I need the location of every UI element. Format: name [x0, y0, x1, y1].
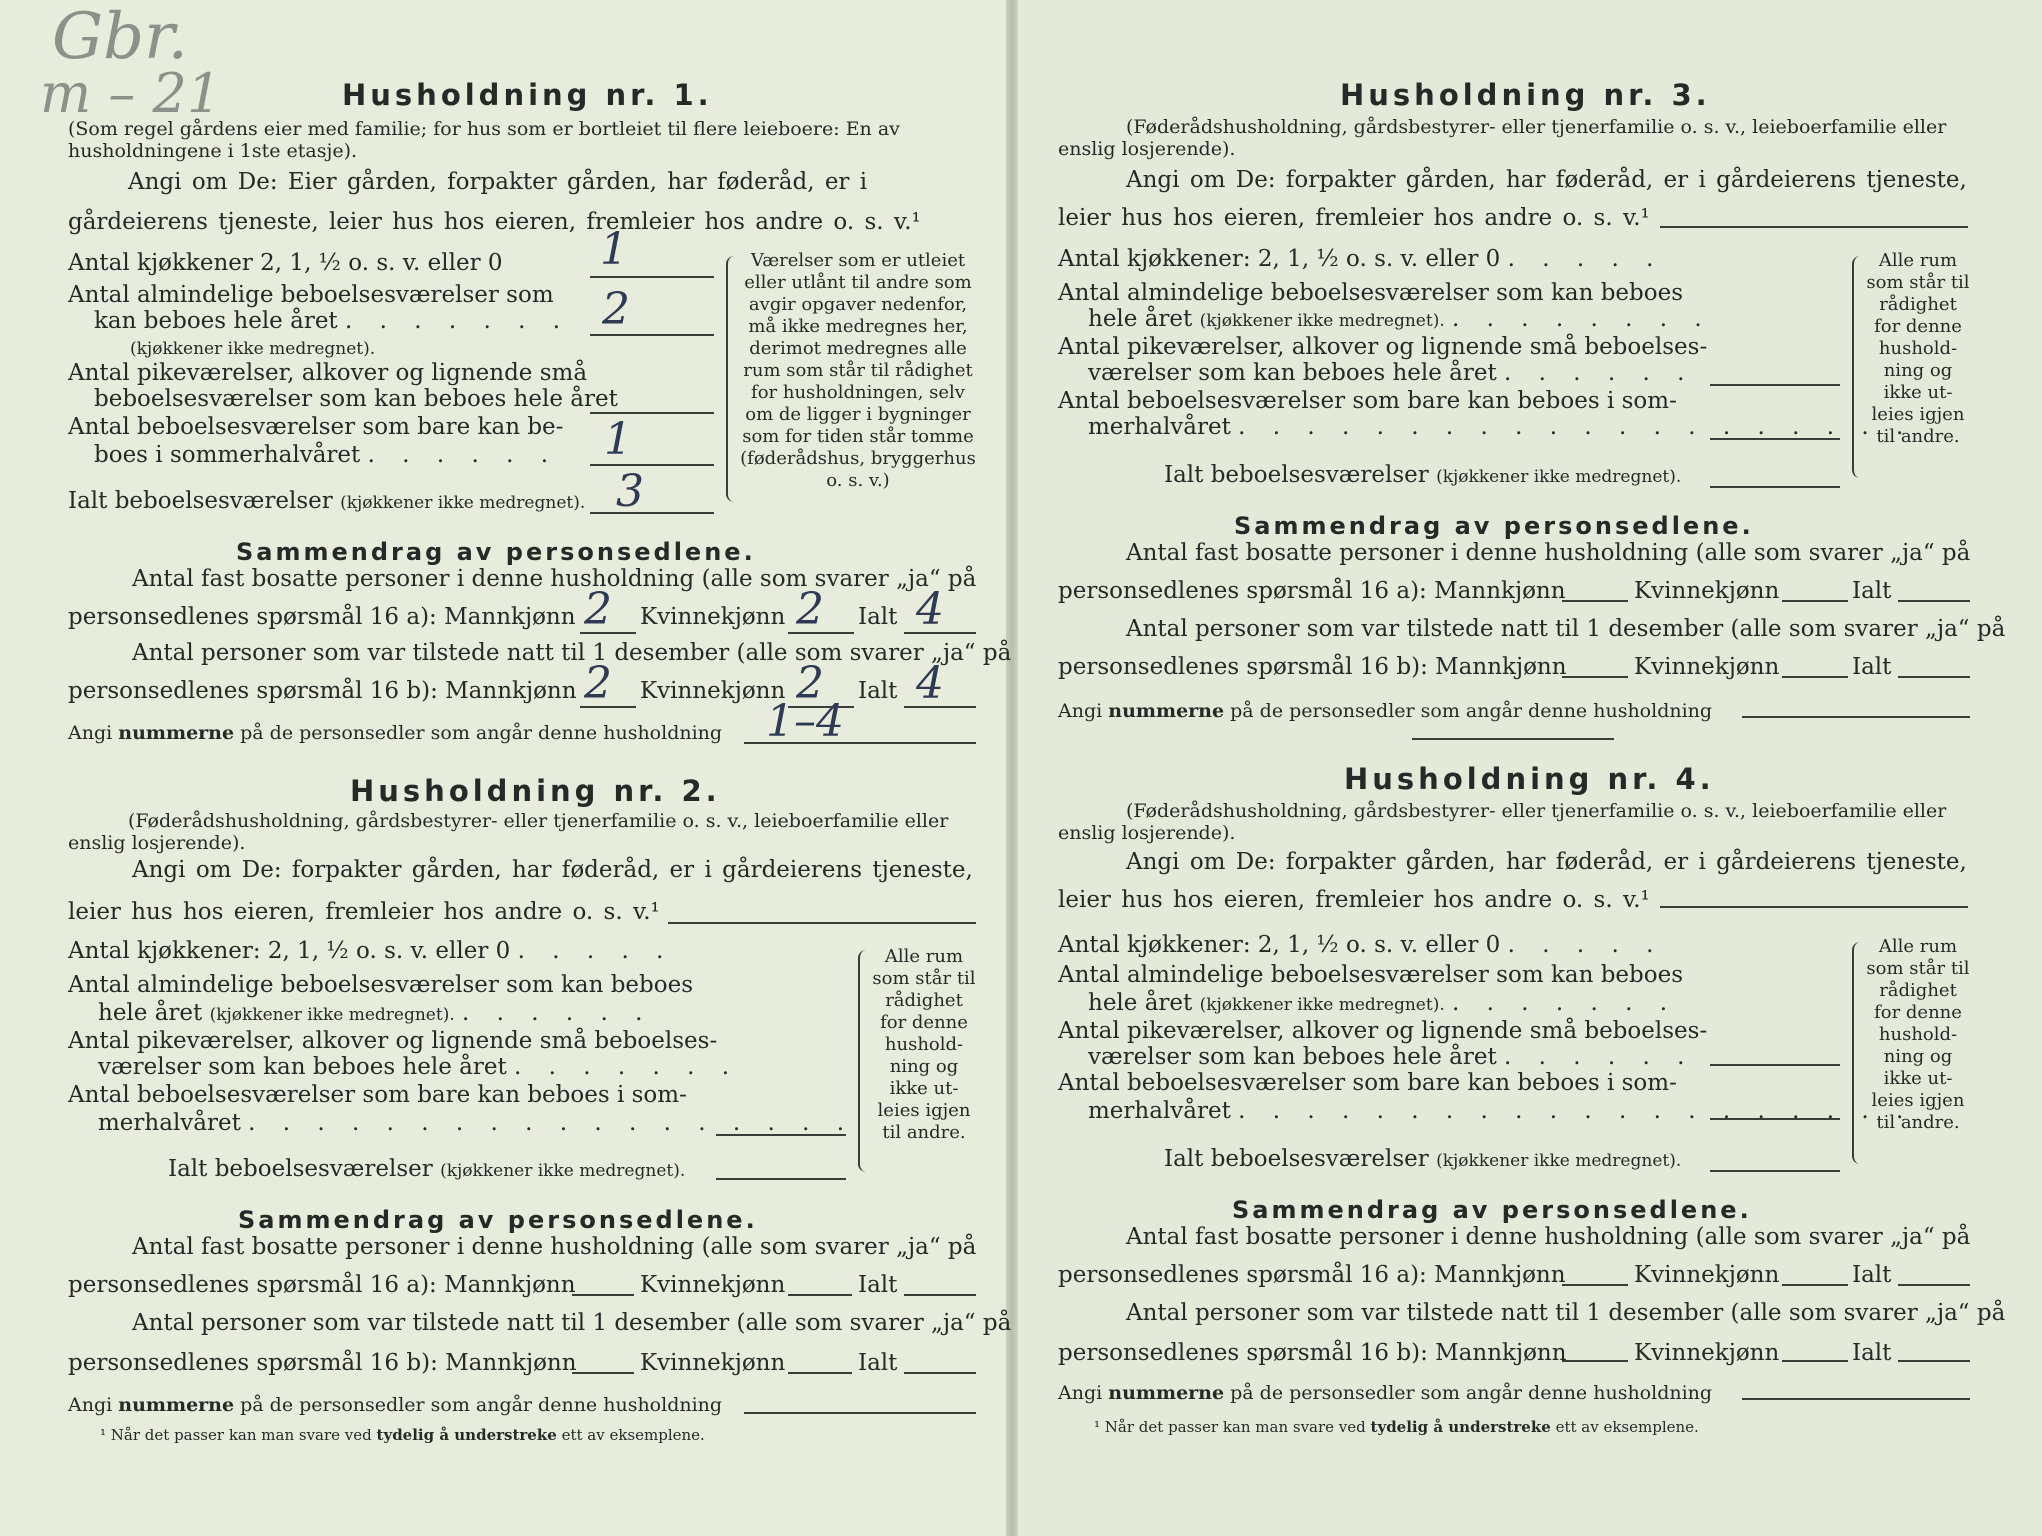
h4-fill-numbers	[1742, 1398, 1970, 1400]
h2-fill-k2	[788, 1372, 852, 1374]
h1-row-small-a: Antal pikeværelser, alkover og lignende små	[68, 360, 588, 386]
h1-value-i1: 4	[916, 584, 944, 635]
h2-summary-line2b: personsedlenes spørsmål 16 b): Mannkjønn	[68, 1350, 577, 1376]
h3-fill-angi	[1660, 226, 1968, 228]
h4-fill-total	[1710, 1170, 1840, 1172]
h1-ialt1-label: Ialt	[858, 604, 898, 630]
h3-summary-line2: Antal personer som var tilstede natt til 1 desember (alle som svarer „ja“ på	[1126, 616, 2006, 642]
h4-row-rooms-a: Antal almindelige beboelsesværelser som kan beboes	[1058, 962, 1684, 988]
h1-row-rooms-c: (kjøkkener ikke medregnet).	[130, 339, 376, 359]
h3-row-rooms-a: Antal almindelige beboelsesværelser som kan beboes	[1058, 280, 1684, 306]
h1-summary-line2b: personsedlenes spørsmål 16 b): Mannkjønn	[68, 678, 577, 704]
h1-row-kitchens: Antal kjøkkener 2, 1, ½ o. s. v. eller 0	[68, 250, 503, 276]
h1-fill-total	[590, 512, 714, 514]
h2-row-rooms-a: Antal almindelige beboelsesværelser som kan beboes	[68, 972, 694, 998]
h3-fill-summer	[1710, 438, 1840, 440]
page-fold	[1006, 0, 1018, 1536]
h4-row-rooms-b: hele året (kjøkkener ikke medregnet). . . . . . . .	[1088, 990, 1678, 1016]
h2-fill-k1	[788, 1294, 852, 1296]
h4-ialt1-label: Ialt	[1852, 1262, 1892, 1288]
h2-angi-2: leier hus hos eieren, fremleier hos andre o. s. v.¹	[68, 899, 660, 925]
h1-ialt2-label: Ialt	[858, 678, 898, 704]
h4-kvinne1-label: Kvinnekjønn	[1634, 1262, 1780, 1288]
h4-fill-m1	[1562, 1284, 1628, 1286]
h4-title: Husholdning nr. 4.	[1344, 762, 1715, 796]
h3-summary-line2b: personsedlenes spørsmål 16 b): Mannkjønn	[1058, 654, 1567, 680]
h2-ialt2-label: Ialt	[858, 1350, 898, 1376]
h2-row-summer-b: merhalvåret . . . . . . . . . . . . . . . . . .	[98, 1110, 855, 1136]
h4-row-summer-a: Antal beboelsesværelser som bare kan beboes i som-	[1058, 1070, 1677, 1096]
h3-row-small-a: Antal pikeværelser, alkover og lignende små beboelses-	[1058, 334, 1708, 360]
h4-kvinne2-label: Kvinnekjønn	[1634, 1340, 1780, 1366]
h4-angi-1: Angi om De: forpakter gården, har føderåd, er i gårdeierens tjeneste,	[1126, 849, 1967, 875]
h3-side-note: Alle rum som står til rådighet for denne hushold-ning og ikke ut-leies igjen til andre.	[1866, 250, 1970, 447]
h4-row-total: Ialt beboelsesværelser (kjøkkener ikke medregnet).	[1164, 1146, 1682, 1172]
h3-fill-k2	[1782, 676, 1848, 678]
h2-fill-numbers	[744, 1412, 976, 1414]
h1-subtitle: (Som regel gårdens eier med familie; for hus som er bortleiet til flere leieboere: En av husholdningene i 1ste etasje).	[68, 118, 900, 162]
h2-title: Husholdning nr. 2.	[350, 774, 721, 808]
h3-fill-m1	[1562, 600, 1628, 602]
h3-summary-line1b: personsedlenes spørsmål 16 a): Mannkjønn	[1058, 578, 1566, 604]
h3-fill-numbers	[1742, 716, 1970, 718]
h1-row-rooms-a: Antal almindelige beboelsesværelser som	[68, 282, 554, 308]
h3-fill-m2	[1562, 676, 1628, 678]
h2-row-small-a: Antal pikeværelser, alkover og lignende små beboelses-	[68, 1028, 718, 1054]
h2-fill-angi	[668, 922, 976, 924]
h2-summary-title: Sammendrag av personsedlene.	[238, 1206, 758, 1234]
h2-side-note: Alle rum som står til rådighet for denne hushold-ning og ikke ut-leies igjen til andre.	[872, 946, 976, 1143]
h3-summary-title: Sammendrag av personsedlene.	[1234, 512, 1754, 540]
h2-brace	[858, 950, 870, 1172]
h1-value-m2: 2	[584, 658, 612, 709]
h3-brace	[1852, 256, 1864, 478]
h1-brace	[726, 256, 738, 502]
h2-kvinne1-label: Kvinnekjønn	[640, 1272, 786, 1298]
h4-summary-line1b: personsedlenes spørsmål 16 a): Mannkjønn	[1058, 1262, 1566, 1288]
h4-ialt2-label: Ialt	[1852, 1340, 1892, 1366]
h3-fill-k1	[1782, 600, 1848, 602]
h4-fill-i1	[1898, 1284, 1970, 1286]
h2-summary-line1b: personsedlenes spørsmål 16 a): Mannkjønn	[68, 1272, 576, 1298]
h4-fill-k2	[1782, 1360, 1848, 1362]
h1-value-i2: 4	[916, 658, 944, 709]
h2-numbers-line: Angi nummerne på de personsedler som angår denne husholdning	[68, 1394, 723, 1416]
h1-value-k1: 2	[796, 584, 824, 635]
h3-row-rooms-b: hele året (kjøkkener ikke medregnet). . . . . . . . .	[1088, 306, 1712, 332]
h4-fill-summer	[1710, 1118, 1840, 1120]
h1-kvinne1-label: Kvinnekjønn	[640, 604, 786, 630]
h1-summary-line1b: personsedlenes spørsmål 16 a): Mannkjønn	[68, 604, 576, 630]
h2-row-total: Ialt beboelsesværelser (kjøkkener ikke medregnet).	[168, 1156, 686, 1182]
h2-summary-line1: Antal fast bosatte personer i denne husholdning (alle som svarer „ja“ på	[132, 1234, 977, 1260]
h1-value-k2: 2	[796, 658, 824, 709]
h3-angi-1: Angi om De: forpakter gården, har føderåd, er i gårdeierens tjeneste,	[1126, 167, 1967, 193]
h4-summary-line1: Antal fast bosatte personer i denne husholdning (alle som svarer „ja“ på	[1126, 1224, 1971, 1250]
h4-fill-m2	[1562, 1360, 1628, 1362]
h4-row-small-b: værelser som kan beboes hele året . . . . . .	[1088, 1044, 1695, 1070]
h1-kvinne2-label: Kvinnekjønn	[640, 678, 786, 704]
h2-row-summer-a: Antal beboelsesværelser som bare kan beboes i som-	[68, 1082, 687, 1108]
h2-fill-i1	[904, 1294, 976, 1296]
h3-row-kitchens: Antal kjøkkener: 2, 1, ½ o. s. v. eller 0 . . . . .	[1058, 246, 1664, 272]
h1-summary-line2: Antal personer som var tilstede natt til 1 desember (alle som svarer „ja“ på	[132, 640, 1012, 666]
h3-ialt2-label: Ialt	[1852, 654, 1892, 680]
h4-row-summer-b: merhalvåret . . . . . . . . . . . . . . . . . . . .	[1088, 1098, 1914, 1124]
h1-row-rooms-b: kan beboes hele året . . . . . . .	[94, 308, 571, 334]
h4-footnote: ¹ Når det passer kan man svare ved tydelig å understreke ett av eksemplene.	[1094, 1418, 1699, 1436]
h2-row-small-b: værelser som kan beboes hele året . . . . . . .	[98, 1054, 740, 1080]
h2-row-rooms-b: hele året (kjøkkener ikke medregnet). . . . . . .	[98, 1000, 653, 1026]
h4-fill-i2	[1898, 1360, 1970, 1362]
h1-summary-title: Sammendrag av personsedlene.	[236, 538, 756, 566]
h4-brace	[1852, 942, 1864, 1164]
h4-subtitle: (Føderådshusholdning, gårdsbestyrer- eller tjenerfamilie o. s. v., leieboerfamilie eller enslig losjerende).	[1058, 800, 1947, 844]
h3-title: Husholdning nr. 3.	[1340, 78, 1711, 112]
h1-row-total: Ialt beboelsesværelser (kjøkkener ikke medregnet).	[68, 488, 586, 514]
h2-fill-summer	[716, 1134, 846, 1136]
h4-row-kitchens: Antal kjøkkener: 2, 1, ½ o. s. v. eller 0 . . . . .	[1058, 932, 1664, 958]
h1-fill-kitchens	[590, 276, 714, 278]
h1-value-total: 3	[616, 466, 644, 517]
h3-row-summer-b: merhalvåret . . . . . . . . . . . . . . . . . . . .	[1088, 414, 1914, 440]
h3-fill-total	[1710, 486, 1840, 488]
h2-fill-m2	[572, 1372, 634, 1374]
h1-row-summer-b: boes i sommerhalvåret . . . . . .	[94, 442, 559, 468]
h2-subtitle: (Føderådshusholdning, gårdsbestyrer- eller tjenerfamilie o. s. v., leieboerfamilie eller enslig losjerende).	[68, 810, 949, 854]
h3-summary-line1: Antal fast bosatte personer i denne husholdning (alle som svarer „ja“ på	[1126, 540, 1971, 566]
h2-fill-i2	[904, 1372, 976, 1374]
h3-angi-2: leier hus hos eieren, fremleier hos andre o. s. v.¹	[1058, 205, 1650, 231]
h1-value-rooms: 2	[602, 284, 630, 335]
h1-value-kitchens: 1	[600, 224, 628, 275]
h3-kvinne2-label: Kvinnekjønn	[1634, 654, 1780, 680]
h3-fill-i2	[1898, 676, 1970, 678]
h2-ialt1-label: Ialt	[858, 1272, 898, 1298]
h4-summary-line2b: personsedlenes spørsmål 16 b): Mannkjønn	[1058, 1340, 1567, 1366]
h4-angi-2: leier hus hos eieren, fremleier hos andre o. s. v.¹	[1058, 887, 1650, 913]
h1-value-summer: 1	[604, 414, 632, 465]
h3-kvinne1-label: Kvinnekjønn	[1634, 578, 1780, 604]
h4-summary-title: Sammendrag av personsedlene.	[1232, 1196, 1752, 1224]
h4-numbers-line: Angi nummerne på de personsedler som angår denne husholdning	[1058, 1382, 1713, 1404]
h2-angi-1: Angi om De: forpakter gården, har føderåd, er i gårdeierens tjeneste,	[132, 857, 973, 883]
h3-numbers-line: Angi nummerne på de personsedler som angår denne husholdning	[1058, 700, 1713, 722]
h3-fill-i1	[1898, 600, 1970, 602]
h1-value-numbers: 1–4	[766, 696, 844, 747]
h1-numbers-line: Angi nummerne på de personsedler som angår denne husholdning	[68, 722, 723, 744]
h1-value-m1: 2	[584, 584, 612, 635]
h3-row-small-b: værelser som kan beboes hele året . . . . . .	[1088, 360, 1695, 386]
h1-angi: Angi om De: Eier gården, forpakter gården, har føderåd, er i gårdeierens tjeneste, leier hus hos eieren, fremleier hos andre o. s. v.¹	[68, 169, 921, 235]
h2-row-kitchens: Antal kjøkkener: 2, 1, ½ o. s. v. eller 0 . . . . .	[68, 938, 674, 964]
h3-row-total: Ialt beboelsesværelser (kjøkkener ikke medregnet).	[1164, 462, 1682, 488]
h1-row-summer-a: Antal beboelsesværelser som bare kan be-	[68, 414, 564, 440]
h1-row-small-b: beboelsesværelser som kan beboes hele året	[94, 386, 618, 412]
h3-ialt1-label: Ialt	[1852, 578, 1892, 604]
h4-row-small-a: Antal pikeværelser, alkover og lignende små beboelses-	[1058, 1018, 1708, 1044]
h4-summary-line2: Antal personer som var tilstede natt til 1 desember (alle som svarer „ja“ på	[1126, 1300, 2006, 1326]
h2-summary-line2: Antal personer som var tilstede natt til 1 desember (alle som svarer „ja“ på	[132, 1310, 1012, 1336]
h3-fill-small	[1710, 384, 1840, 386]
h1-title: Husholdning nr. 1.	[342, 78, 713, 112]
h1-summary-line1: Antal fast bosatte personer i denne husholdning (alle som svarer „ja“ på	[132, 566, 977, 592]
pencil-note-top: Gbr.	[52, 0, 188, 74]
pencil-note-bottom: m – 21	[40, 62, 222, 125]
h3-h4-divider	[1412, 738, 1614, 740]
h3-subtitle: (Føderådshusholdning, gårdsbestyrer- eller tjenerfamilie o. s. v., leieboerfamilie eller enslig losjerende).	[1058, 116, 1947, 160]
h4-fill-angi	[1660, 906, 1968, 908]
h2-footnote: ¹ Når det passer kan man svare ved tydelig å understreke ett av eksemplene.	[100, 1426, 705, 1444]
h4-fill-small	[1710, 1064, 1840, 1066]
h2-kvinne2-label: Kvinnekjønn	[640, 1350, 786, 1376]
h2-fill-total	[716, 1178, 846, 1180]
h4-fill-k1	[1782, 1284, 1848, 1286]
h1-side-note: Værelser som er utleiet eller utlånt til andre som avgir opgaver nedenfor, må ikke medregnes her, derimot medregnes alle rum som står til rådighet for husholdningen, selv om de ligger i bygninger som for tiden står tomme (føderådshus, bryggerhus o. s. v.)	[740, 250, 976, 491]
h2-fill-m1	[572, 1294, 634, 1296]
h4-side-note: Alle rum som står til rådighet for denne hushold-ning og ikke ut-leies igjen til andre.	[1866, 936, 1970, 1133]
h3-row-summer-a: Antal beboelsesværelser som bare kan beboes i som-	[1058, 388, 1677, 414]
